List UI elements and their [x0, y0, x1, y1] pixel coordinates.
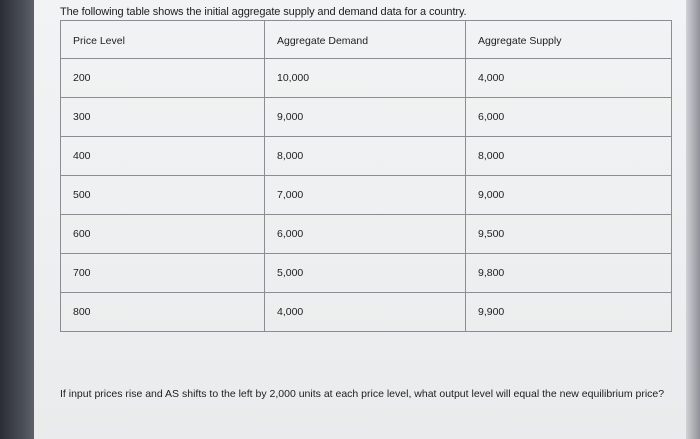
- cell-price-level: 600: [61, 215, 265, 254]
- table-row: [61, 215, 672, 254]
- table-row: [61, 176, 672, 215]
- table-header-row: [61, 21, 672, 59]
- cell-aggregate-demand: 9,000: [265, 98, 466, 137]
- cell-aggregate-supply: 9,800: [466, 254, 672, 293]
- header-price-level: Price Level: [61, 21, 265, 59]
- cell-price-level: 200: [61, 59, 265, 98]
- cell-aggregate-supply: 4,000: [466, 59, 672, 98]
- cell-price-level: 700: [61, 254, 265, 293]
- cell-price-level: 300: [61, 98, 265, 137]
- background-edge-right: [686, 0, 700, 439]
- cell-aggregate-supply: 8,000: [466, 137, 672, 176]
- cell-aggregate-demand: 8,000: [265, 137, 466, 176]
- aggregate-data-table: [60, 20, 672, 332]
- cell-price-level: 800: [61, 293, 265, 332]
- background-edge-left: [0, 0, 34, 439]
- table-row: [61, 98, 672, 137]
- table-row: [61, 254, 672, 293]
- intro-text: The following table shows the initial aggregate supply and demand data for a country.: [60, 6, 467, 18]
- table-row: [61, 137, 672, 176]
- cell-price-level: 500: [61, 176, 265, 215]
- table-row: [61, 59, 672, 98]
- cell-aggregate-demand: 4,000: [265, 293, 466, 332]
- cell-price-level: 400: [61, 137, 265, 176]
- cell-aggregate-supply: 9,900: [466, 293, 672, 332]
- cell-aggregate-supply: 9,500: [466, 215, 672, 254]
- question-text: If input prices rise and AS shifts to the left by 2,000 units at each price level, what output level will equal the new equilibrium price?: [60, 388, 665, 400]
- cell-aggregate-demand: 5,000: [265, 254, 466, 293]
- document-page: [34, 0, 686, 439]
- cell-aggregate-supply: 9,000: [466, 176, 672, 215]
- cell-aggregate-demand: 6,000: [265, 215, 466, 254]
- cell-aggregate-demand: 7,000: [265, 176, 466, 215]
- header-aggregate-demand: Aggregate Demand: [265, 21, 466, 59]
- cell-aggregate-demand: 10,000: [265, 59, 466, 98]
- header-aggregate-supply: Aggregate Supply: [466, 21, 672, 59]
- cell-aggregate-supply: 6,000: [466, 98, 672, 137]
- table-row: [61, 293, 672, 332]
